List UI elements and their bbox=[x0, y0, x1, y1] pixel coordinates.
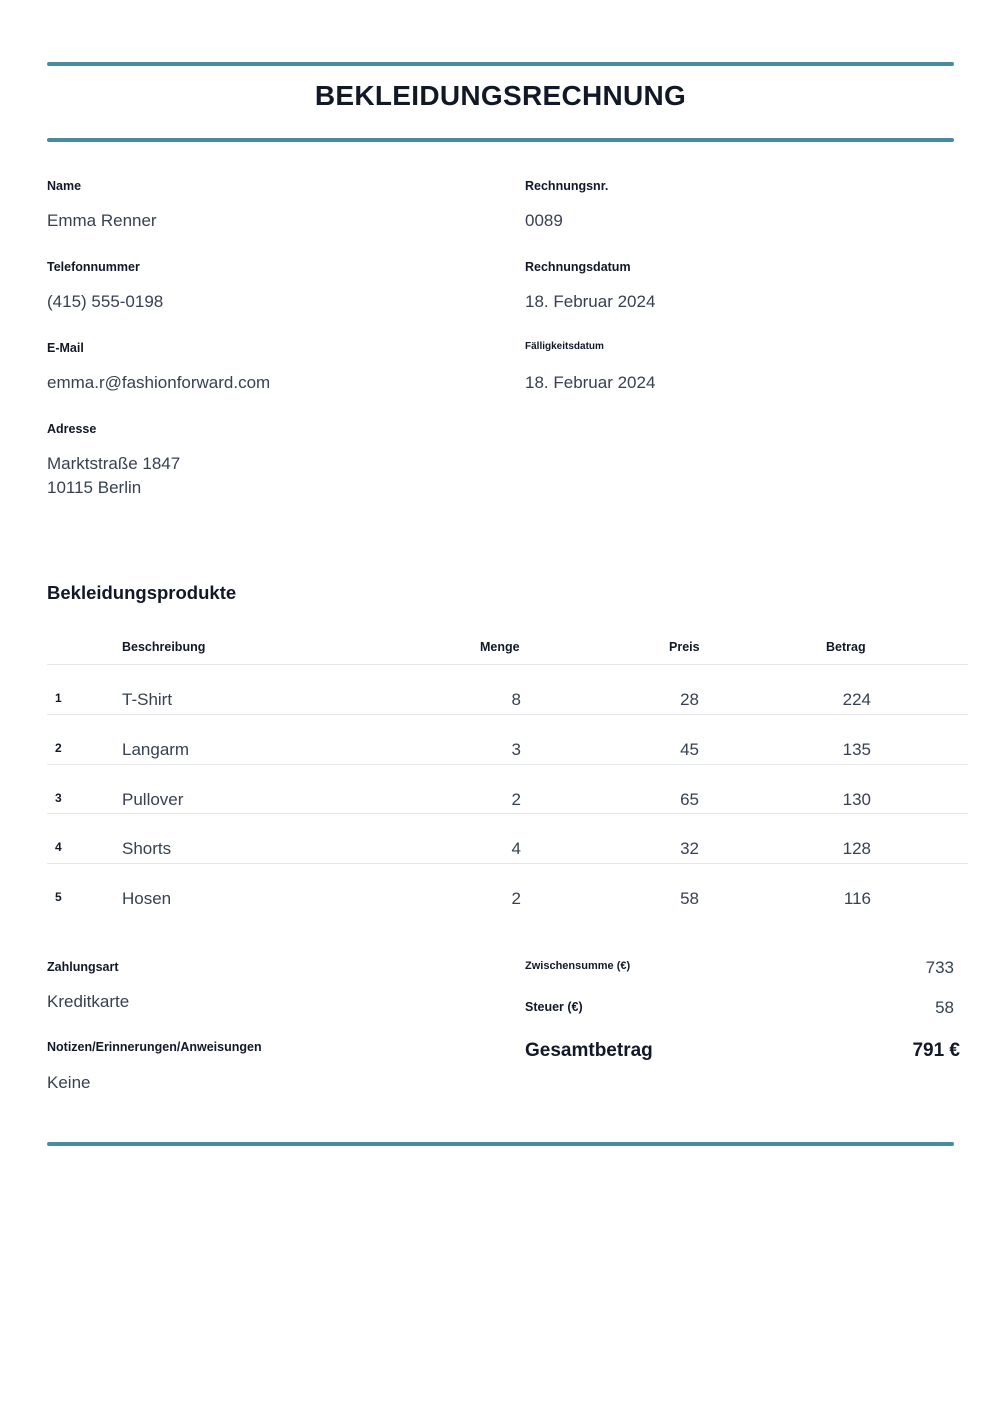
row-amount: 224 bbox=[842, 690, 871, 709]
row-price: 28 bbox=[680, 690, 699, 709]
row-price: 45 bbox=[680, 740, 699, 759]
customer-address-line2: 10115 Berlin bbox=[47, 478, 142, 497]
invoice-date-label: Rechnungsdatum bbox=[525, 260, 631, 274]
email-label: E-Mail bbox=[47, 341, 84, 355]
row-quantity: 4 bbox=[511, 839, 521, 858]
customer-phone: (415) 555-0198 bbox=[47, 292, 164, 311]
row-amount: 135 bbox=[842, 740, 871, 759]
name-label: Name bbox=[47, 179, 82, 193]
row-description: Hosen bbox=[122, 889, 172, 908]
row-number: 3 bbox=[55, 791, 62, 805]
customer-name: Emma Renner bbox=[47, 211, 157, 230]
products-section-title: Bekleidungsprodukte bbox=[47, 582, 237, 603]
row-amount: 128 bbox=[842, 839, 871, 858]
row-number: 1 bbox=[55, 691, 62, 705]
column-header-price: Preis bbox=[669, 640, 700, 654]
invoice-number-label: Rechnungsnr. bbox=[525, 179, 609, 193]
invoice-date: 18. Februar 2024 bbox=[525, 292, 656, 311]
total-value: 791 € bbox=[912, 1040, 960, 1061]
row-quantity: 8 bbox=[511, 690, 521, 709]
invoice-title: BEKLEIDUNGSRECHNUNG bbox=[314, 80, 687, 111]
table-row bbox=[47, 813, 968, 864]
row-price: 65 bbox=[680, 790, 699, 809]
payment-method-label: Zahlungsart bbox=[47, 960, 119, 974]
row-price: 32 bbox=[680, 839, 699, 858]
table-row bbox=[47, 664, 968, 715]
tax-value: 58 bbox=[935, 998, 954, 1017]
row-description: Shorts bbox=[122, 839, 172, 858]
row-description: Langarm bbox=[122, 740, 190, 759]
column-header-description: Beschreibung bbox=[122, 640, 206, 654]
row-amount: 130 bbox=[842, 790, 871, 809]
row-price: 58 bbox=[680, 889, 699, 908]
phone-label: Telefonnummer bbox=[47, 260, 140, 274]
tax-label: Steuer (€) bbox=[525, 1000, 583, 1014]
notes-label: Notizen/Erinnerungen/Anweisungen bbox=[47, 1040, 262, 1054]
title-underline-rule bbox=[47, 138, 954, 142]
row-quantity: 2 bbox=[511, 889, 521, 908]
due-date: 18. Februar 2024 bbox=[525, 373, 656, 392]
table-row bbox=[47, 714, 968, 765]
subtotal-label: Zwischensumme (€) bbox=[525, 960, 631, 972]
customer-email: emma.r@fashionforward.com bbox=[47, 373, 271, 392]
invoice-number: 0089 bbox=[525, 211, 563, 230]
row-quantity: 2 bbox=[511, 790, 521, 809]
column-header-quantity: Menge bbox=[480, 640, 520, 654]
address-label: Adresse bbox=[47, 422, 97, 436]
column-header-amount: Betrag bbox=[826, 640, 866, 654]
row-description: T-Shirt bbox=[122, 690, 173, 709]
row-number: 5 bbox=[55, 890, 62, 904]
total-label: Gesamtbetrag bbox=[525, 1040, 653, 1061]
subtotal-value: 733 bbox=[925, 958, 954, 977]
row-number: 2 bbox=[55, 741, 62, 755]
top-rule bbox=[47, 62, 954, 66]
table-row bbox=[47, 863, 968, 914]
table-row bbox=[47, 764, 968, 815]
bottom-rule bbox=[47, 1142, 954, 1146]
customer-address-line1: Marktstraße 1847 bbox=[47, 454, 181, 473]
payment-method: Kreditkarte bbox=[47, 992, 130, 1011]
notes: Keine bbox=[47, 1073, 91, 1092]
row-number: 4 bbox=[55, 840, 62, 854]
due-date-label: Fälligkeitsdatum bbox=[525, 341, 604, 352]
row-quantity: 3 bbox=[511, 740, 521, 759]
row-description: Pullover bbox=[122, 790, 184, 809]
row-amount: 116 bbox=[843, 889, 871, 908]
